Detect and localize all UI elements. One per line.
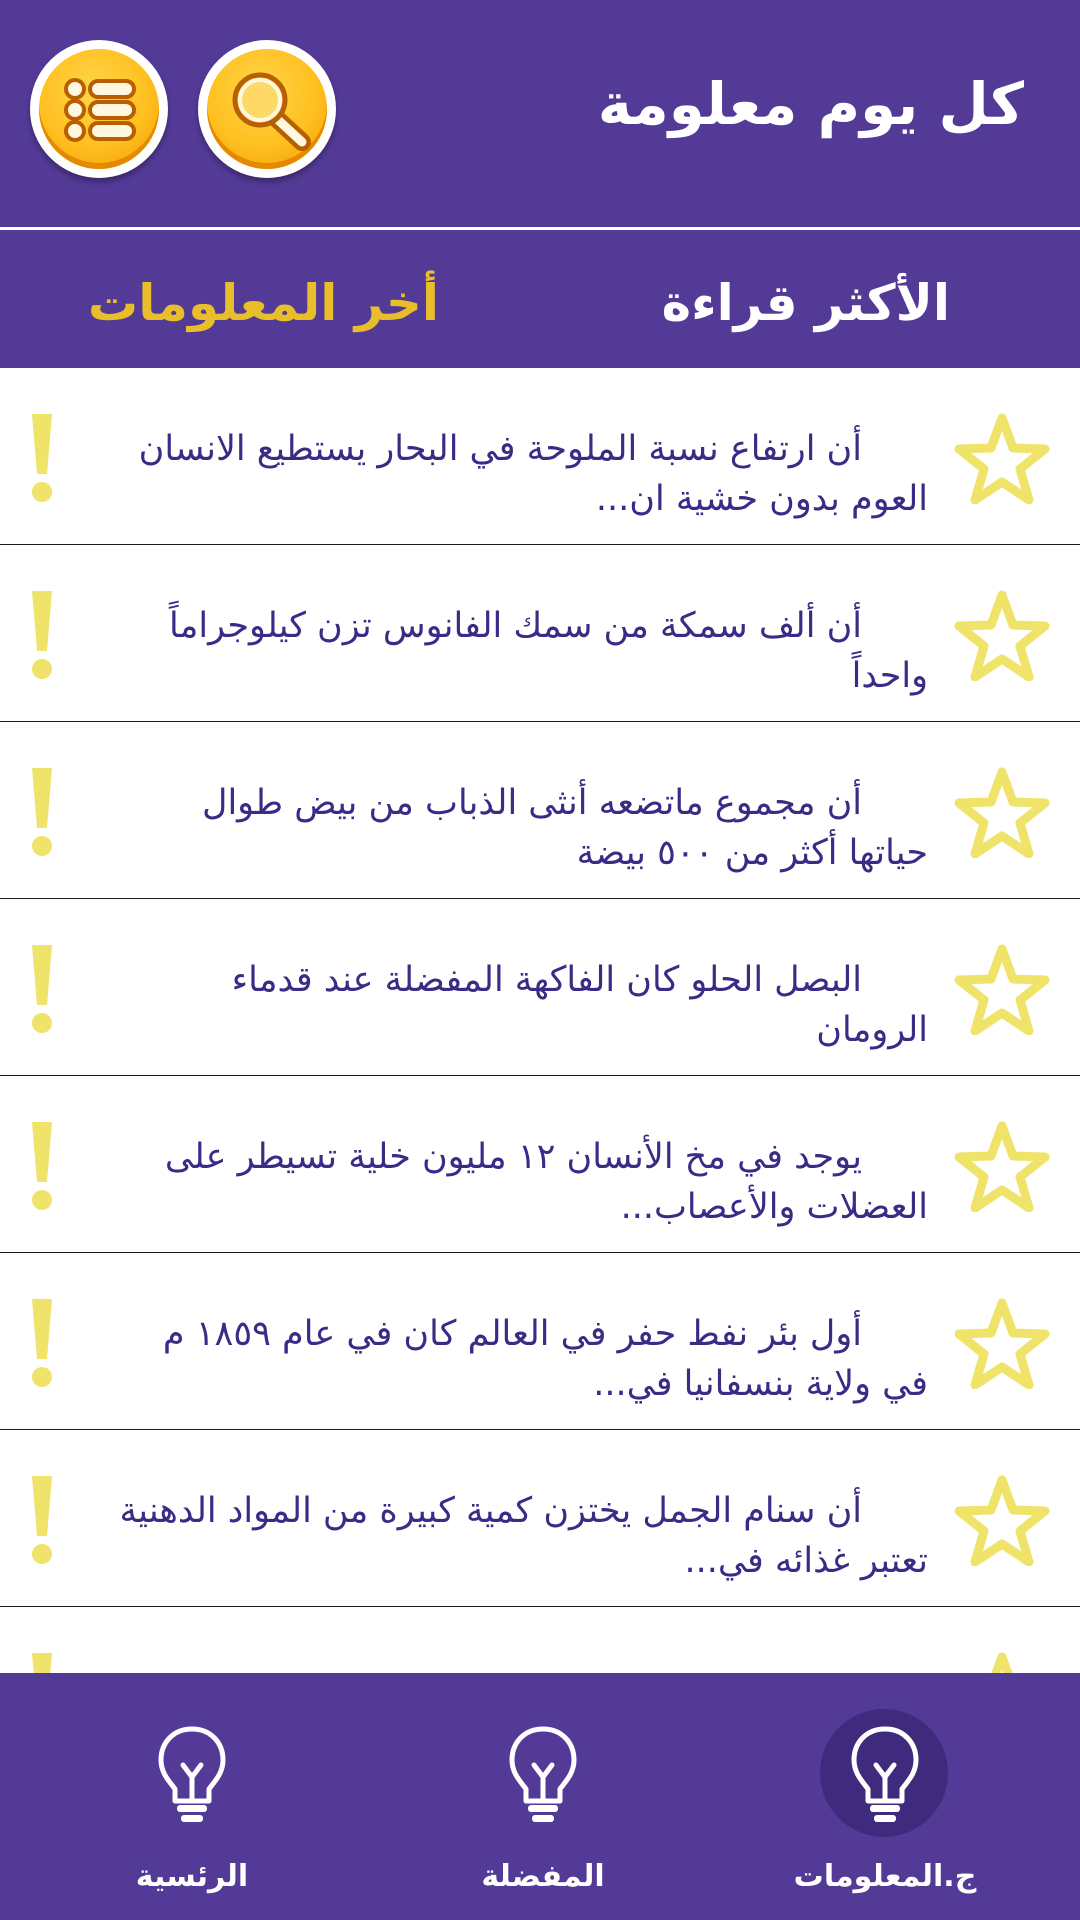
fact-row[interactable] bbox=[0, 1430, 1080, 1608]
fact-text: يوجد في مخ الأنسان ١٢ مليون خلية تسيطر على العضلات والأعصاب... bbox=[164, 1137, 928, 1227]
fact-text: البصل الحلو كان الفاكهة المفضلة عند قدماء الرومان bbox=[231, 960, 928, 1050]
fact-row[interactable] bbox=[0, 722, 1080, 900]
exclamation-icon bbox=[22, 410, 62, 504]
star-icon[interactable] bbox=[954, 766, 1050, 858]
star-icon[interactable] bbox=[954, 589, 1050, 681]
star-icon[interactable] bbox=[954, 943, 1050, 1035]
lightbulb-icon bbox=[157, 1725, 227, 1825]
facts-list bbox=[0, 368, 1080, 1673]
fact-row[interactable] bbox=[0, 899, 1080, 1077]
fact-text: أن سنام الجمل يختزن كمية كبيرة من المواد الدهنية تعتبر غذائه في... bbox=[119, 1491, 928, 1581]
exclamation-icon bbox=[22, 1295, 62, 1389]
nav-home-label: الرئسية bbox=[135, 1859, 249, 1894]
nav-all-facts-label: ج.المعلومات bbox=[793, 1859, 977, 1894]
nav-favorites-label: المفضلة bbox=[481, 1859, 605, 1894]
exclamation-icon bbox=[22, 587, 62, 681]
nav-all-facts[interactable] bbox=[755, 1673, 1015, 1920]
app-header bbox=[0, 0, 1080, 227]
search-button[interactable] bbox=[198, 40, 336, 178]
nav-favorites[interactable] bbox=[413, 1673, 673, 1920]
fact-text: أول بئر نفط حفر في العالم كان في عام ١٨٥٩ م في ولاية بنسفانيا في... bbox=[162, 1314, 928, 1404]
search-icon bbox=[198, 40, 336, 178]
star-icon[interactable] bbox=[954, 1651, 1050, 1673]
lightbulb-icon bbox=[850, 1725, 920, 1825]
exclamation-icon bbox=[22, 1118, 62, 1212]
app-title: كل يوم معلومة bbox=[597, 70, 1024, 138]
fact-row[interactable] bbox=[0, 1607, 1080, 1673]
star-icon[interactable] bbox=[954, 412, 1050, 504]
tab-most-read[interactable]: الأكثر قراءة bbox=[661, 274, 950, 332]
list-icon bbox=[30, 40, 168, 178]
bottom-nav bbox=[0, 1673, 1080, 1920]
tab-bar bbox=[0, 230, 1080, 368]
fact-row[interactable] bbox=[0, 545, 1080, 723]
tab-latest[interactable]: أخر المعلومات bbox=[88, 274, 440, 332]
exclamation-icon bbox=[22, 1472, 62, 1566]
exclamation-icon bbox=[22, 1649, 62, 1673]
fact-text: أن مجموع ماتضعه أنثى الذباب من بيض طوال حياتها أكثر من ٥٠٠ بيضة bbox=[202, 783, 928, 873]
nav-home[interactable] bbox=[62, 1673, 322, 1920]
star-icon[interactable] bbox=[954, 1474, 1050, 1566]
menu-button[interactable] bbox=[30, 40, 168, 178]
fact-row[interactable] bbox=[0, 368, 1080, 546]
exclamation-icon bbox=[22, 764, 62, 858]
fact-row[interactable] bbox=[0, 1076, 1080, 1254]
star-icon[interactable] bbox=[954, 1120, 1050, 1212]
lightbulb-icon bbox=[508, 1725, 578, 1825]
star-icon[interactable] bbox=[954, 1297, 1050, 1389]
fact-row[interactable] bbox=[0, 1253, 1080, 1431]
fact-text: أن ارتفاع نسبة الملوحة في البحار يستطيع الانسان العوم بدون خشية ان... bbox=[138, 429, 928, 519]
fact-text: أن ألف سمكة من سمك الفانوس تزن كيلوجراماً واحداً bbox=[168, 606, 928, 696]
exclamation-icon bbox=[22, 941, 62, 1035]
